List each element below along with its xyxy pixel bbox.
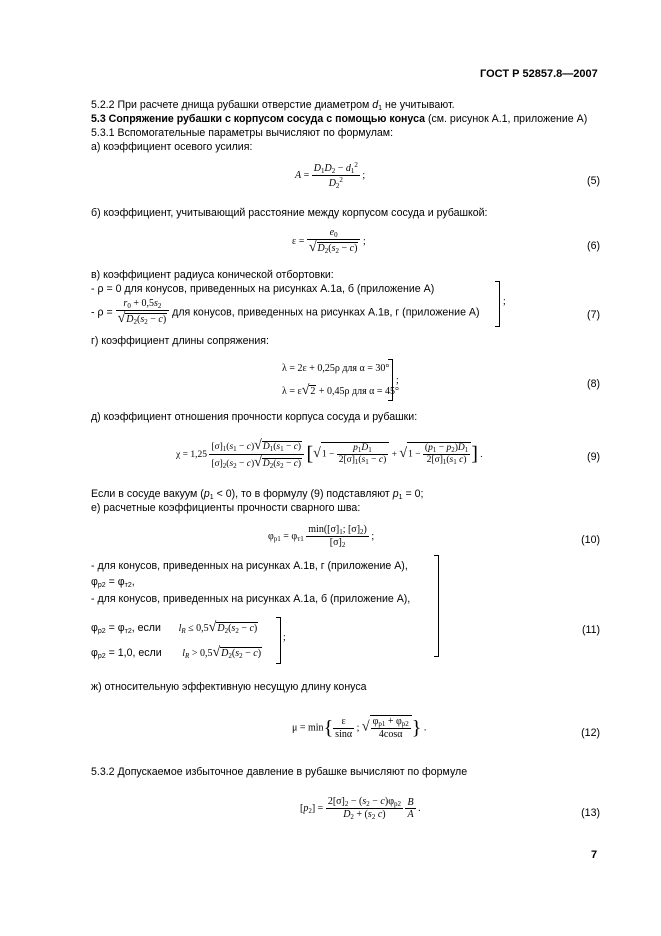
formula-12: μ = min{ $\frac{\varepsilon}{\sin\alpha}$ ; √ $\frac{\varphi_{p1} + \varphi_{p2}}{4\cos\alpha}$ } . <box>292 716 427 741</box>
item-b-label: б) коэффициент, учитывающий расстояние между корпусом сосуда и рубашкой: <box>91 207 488 219</box>
formula-11-outer-brace <box>434 555 439 657</box>
formula-8-brace <box>388 359 393 401</box>
equation-number-13: (13) <box>581 807 600 819</box>
item-e-line5: $\varphi_{p2} = 1,0$, если $l_R > 0,5√D_2(s_2 - c)$ <box>91 645 262 660</box>
item-v-line1: - ρ = 0 для конусов, приведенных на рисунках А.1а, б (приложение А) <box>91 283 435 295</box>
formula-7-brace <box>495 281 500 327</box>
paragraph-5-3-1: 5.3.1 Вспомогательные параметры вычисляют по формулам: <box>91 127 394 139</box>
item-e-line3: - для конусов, приведенных на рисунках А.1а, б (приложение А), <box>91 593 411 605</box>
equation-number-8: (8) <box>587 378 600 390</box>
equation-number-6: (6) <box>587 240 600 252</box>
formula-6: ε = $\frac{e_0}{√D_2(s_2 - c)}$ ; <box>292 227 366 256</box>
item-d-label: д) коэффициент отношения прочности корпуса сосуда и рубашки: <box>91 411 418 423</box>
formula-7-line2: - ρ = $\frac{r_0 + 0,5s_2}{√D_2(s_2 - c)}$ для конусов, приведенных на рисунках А.1в, г (приложение А) <box>91 298 480 327</box>
item-e-label: е) расчетные коэффициенты прочности сварного шва: <box>91 502 361 514</box>
formula-9: χ = 1,25 $\frac{[\sigma]_1(s_1 - c)√D_1(s_1 - c)}{[\sigma]_2(s_2 - c)√D_2(s_2 - c)}$ [√1 − $\frac{p_1D_1}{2[\sigma]_1(s_1 - c)}$ + √1 − $\frac{(p_1 - p_2)D_1}{2[\sigma]_1(s_1 c)}$ ] . <box>176 438 483 471</box>
equation-number-7: (7) <box>587 309 600 321</box>
equation-number-9: (9) <box>587 451 600 463</box>
formula-8-line1: λ = 2ε + 0,25ρ для α = 30° <box>282 363 390 374</box>
formula-7-semicolon: ; <box>503 296 506 307</box>
item-e-line2: $\varphi_{p2} = \varphi_{т2}$, <box>91 576 135 589</box>
formula-11-semicolon: ; <box>283 632 286 643</box>
formula-5: A = $\frac{D_1D_2 - d_1^2}{D_2^2}$ ; <box>295 161 366 191</box>
item-v-label: в) коэффициент радиуса конической отбортовки: <box>91 269 334 281</box>
page-number: 7 <box>591 849 598 861</box>
formula-11-inner-brace <box>276 617 281 664</box>
formula-10: $\varphi_{p1} = \varphi_{т1}$ $\frac{\min([\sigma]_1; [\sigma]_2)}{[\sigma]_2}$ ; <box>268 524 375 550</box>
formula-13: $[p_2]$ = $\frac{2[\sigma]_2 - (s_2 - c)\varphi_{p2}}{D_2 + (s_2 c)}$ $\frac{B}{A}$ . <box>300 796 421 822</box>
equation-number-5: (5) <box>587 175 600 187</box>
paragraph-5-3-2: 5.3.2 Допускаемое избыточное давление в рубашке вычисляют по формуле <box>91 766 468 778</box>
equation-number-12: (12) <box>581 727 600 739</box>
equation-number-10: (10) <box>581 534 600 546</box>
item-g-label: г) коэффициент длины сопряжения: <box>91 335 269 347</box>
paragraph-5-2-2: 5.2.2 При расчете днища рубашки отверстие диаметром $d_1$ не учитывают. <box>91 99 455 112</box>
equation-number-11: (11) <box>581 624 600 636</box>
vacuum-note: Если в сосуде вакуум $(p_1 < 0)$, то в формулу (9) подставляют $p_1 = 0$; <box>91 488 424 501</box>
item-e-line4: $\varphi_{p2} = \varphi_{т2}$, если $l_R \le 0,5√D_2(s_2 - c)$ <box>91 620 258 635</box>
formula-8-line2: λ = ε√2 + 0,45ρ для α = 45° <box>282 383 400 398</box>
item-a-label: а) коэффициент осевого усилия: <box>91 141 253 153</box>
document-header: ГОСТ Р 52857.8—2007 <box>480 68 598 80</box>
formula-8-semicolon: ; <box>396 375 399 386</box>
item-zh-label: ж) относительную эффективную несущую длину конуса <box>91 681 367 693</box>
section-5-3-heading: 5.3 Сопряжение рубашки с корпусом сосуда с помощью конуса (см. рисунок А.1, приложение А) <box>91 113 588 125</box>
item-e-line1: - для конусов, приведенных на рисунках А.1в, г (приложение А), <box>91 560 408 572</box>
